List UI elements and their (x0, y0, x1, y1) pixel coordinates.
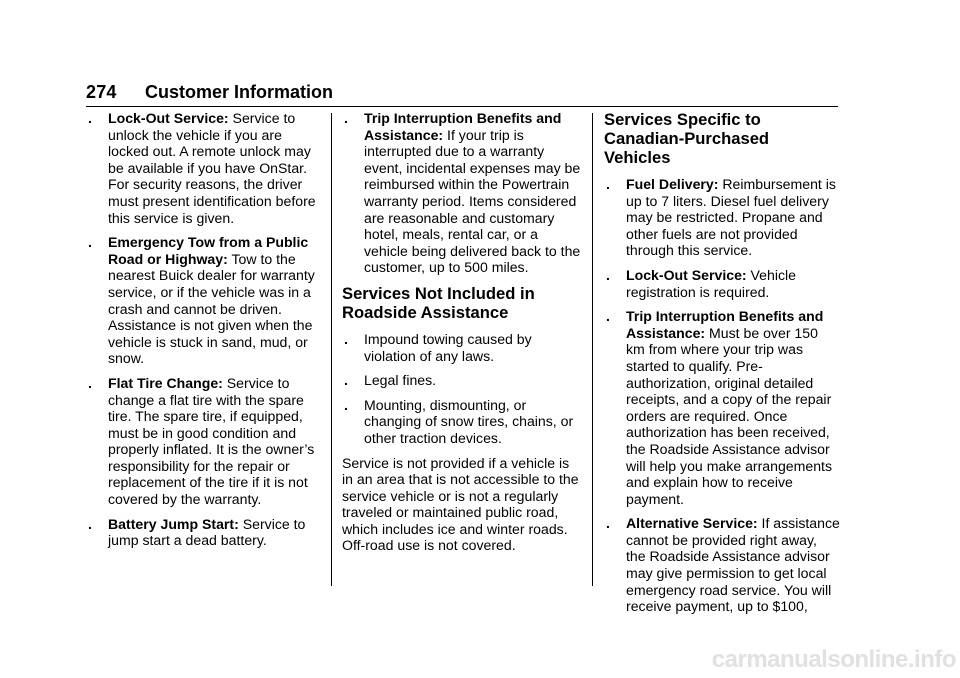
bullet-icon: . (606, 515, 610, 532)
column-divider-2 (592, 113, 593, 586)
bullet-icon: . (88, 110, 92, 126)
bullet-icon: . (344, 330, 348, 347)
bullet-icon: . (344, 396, 348, 413)
section-heading-not-included: Services Not Included in Roadside Assistance (342, 283, 535, 322)
column-3 (604, 110, 840, 623)
column-divider-1 (331, 113, 332, 586)
item-term: Trip Interruption Benefits and Assistance: (364, 110, 562, 143)
bullet-icon: . (88, 234, 92, 251)
item-text: Must be over 150 km from where your trip was started to qualify. Pre-authorization, original detailed receipts, and a copy of the repair orders are required. Once authorization has been received, the Roadside Assistance advisor will help you make arrangements and explain how to receive payment. (626, 324, 833, 507)
item-text: Legal fines. (364, 372, 437, 389)
column-2 (342, 110, 584, 554)
item-text: Vehicle registration is required. (626, 266, 796, 300)
list-item-trip-interruption-ca (604, 308, 840, 507)
list-item-emergency-tow (86, 234, 322, 367)
list-item-snow-tires (342, 397, 584, 447)
bullet-icon: . (88, 515, 92, 532)
item-term: Emergency Tow from a Public Road or Highway: (108, 234, 309, 267)
item-text: Service to change a flat tire with the spare tire. The spare tire, if equipped, must be in good condition and properly inflated. It is the owner’s responsibility for the repair or replacement of the tire if it is not covered by the warranty. (108, 374, 315, 508)
list-item-fuel-delivery (604, 176, 840, 259)
list-item-lockout-service-ca (604, 267, 840, 300)
item-text: Tow to the nearest Buick dealer for warranty service, or if the vehicle was in a crash and cannot be driven. Assistance is not given when the vehicle is stuck in sand, mud, or snow. (108, 250, 315, 367)
watermark: carmanualsonline.info (711, 646, 956, 673)
page-title: Customer Information (145, 82, 334, 102)
column-1 (86, 110, 322, 557)
list-item-lockout-service (86, 110, 322, 226)
item-term: Lock-Out Service: (626, 266, 747, 283)
item-term: Flat Tire Change: (108, 374, 223, 391)
item-text: Service to jump start a dead battery. (108, 515, 306, 549)
list-item-trip-interruption (342, 110, 584, 276)
bullet-icon: . (344, 372, 348, 389)
body-paragraph: Service is not provided if a vehicle is in an area that is not accessible to the service vehicle or is not a regularly traveled or maintained public road, which includes ice and winter roads. Off-road use is not covered. (342, 454, 579, 554)
list-item-impound-towing (342, 331, 584, 364)
item-term: Battery Jump Start: (108, 515, 239, 532)
item-text: Reimbursement is up to 7 liters. Diesel fuel delivery may be restricted. Propane and other fuels are not provided through this service. (626, 176, 836, 259)
bullet-icon: . (606, 308, 610, 325)
item-term: Trip Interruption Benefits and Assistance: (626, 308, 824, 341)
bullet-icon: . (606, 266, 610, 283)
section-heading-canadian: Services Specific to Canadian-Purchased Vehicles (604, 110, 770, 167)
item-text: Mounting, dismounting, or changing of snow tires, chains, or other traction devices. (364, 396, 574, 446)
item-text: Impound towing caused by violation of any laws. (364, 330, 532, 364)
item-text: Service to unlock the vehicle if you are locked out. A remote unlock may be available if you have OnStar. For security reasons, the driver must present identification before this service is given. (108, 110, 316, 226)
list-item-flat-tire-change (86, 375, 322, 508)
page-header (86, 80, 838, 107)
item-text: If your trip is interrupted due to a warranty event, incidental expenses may be reimbursed within the Powertrain warranty period. Items considered are reasonable and customary hotel, meals, rental car, or a vehicle being delivered back to the customer, up to 500 miles. (364, 126, 581, 276)
list-item-battery-jump-start (86, 516, 322, 549)
list-item-legal-fines (342, 372, 584, 389)
bullet-icon: . (344, 110, 348, 126)
item-term: Alternative Service: (626, 515, 758, 532)
bullet-icon: . (606, 176, 610, 192)
bullet-icon: . (88, 374, 92, 391)
page-number: 274 (86, 82, 117, 102)
item-term: Lock-Out Service: (108, 110, 229, 126)
item-term: Fuel Delivery: (626, 176, 719, 192)
item-text: If assistance cannot be provided right away, the Roadside Assistance advisor may give permission to get local emergency road service. You will receive payment, up to $100, (626, 515, 840, 615)
list-item-alternative-service (604, 515, 840, 615)
